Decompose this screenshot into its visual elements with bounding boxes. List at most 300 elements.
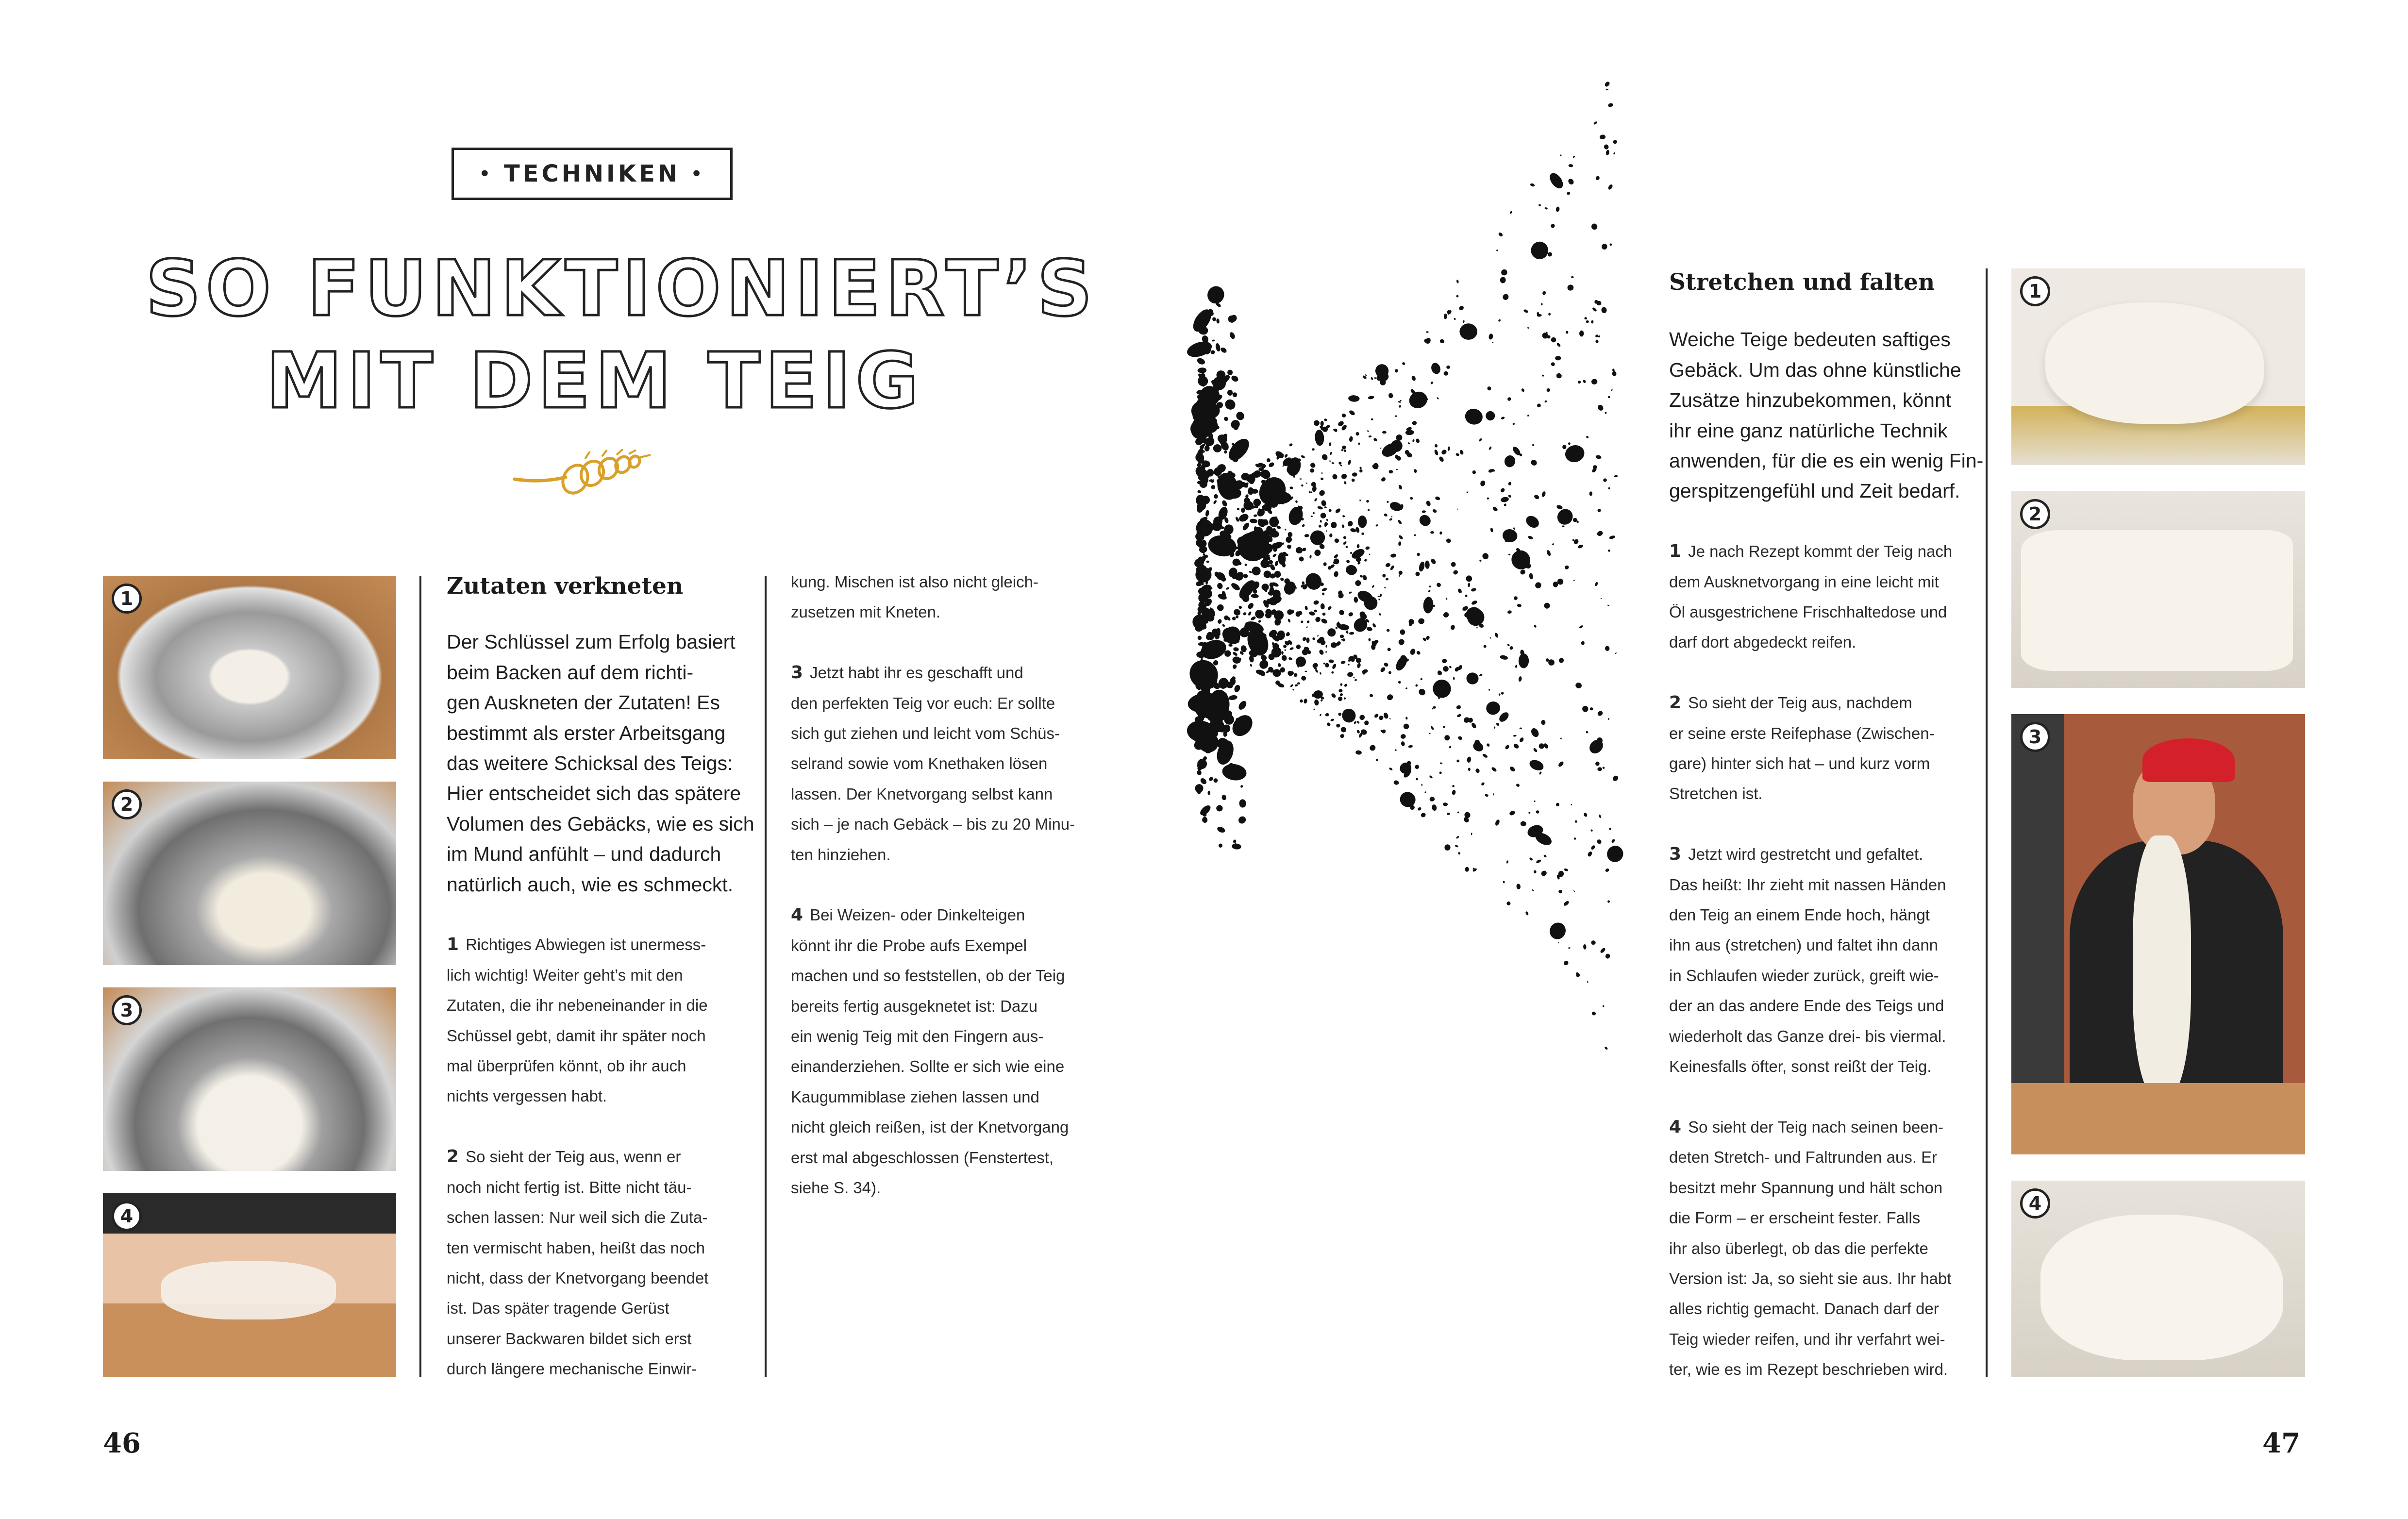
- ink-speck: [1456, 280, 1459, 284]
- ink-speck: [1386, 629, 1390, 632]
- ink-speck: [1277, 663, 1281, 668]
- ink-speck: [1547, 171, 1566, 191]
- ink-speck: [1595, 339, 1599, 343]
- ink-speck: [1611, 838, 1615, 843]
- ink-speck: [1487, 386, 1492, 391]
- step-text: Richtiges Abwiegen ist unermess- lich wichtig! Weiter geht’s mit den Zutaten, die ihr nebeneinander in die Schüssel gebt, damit ihr später noch mal überprüfen könnt, ob ihr auch nichts vergessen habt.: [447, 935, 708, 1105]
- ink-speck: [1380, 667, 1386, 673]
- ink-speck: [1515, 665, 1518, 668]
- ink-speck: [1359, 467, 1362, 469]
- ink-speck: [1319, 649, 1325, 656]
- ink-speck: [1437, 397, 1439, 400]
- ink-speck: [1218, 843, 1223, 848]
- ink-speck: [1496, 249, 1499, 251]
- ink-speck: [1500, 654, 1508, 660]
- ink-speck: [1471, 600, 1478, 605]
- ink-speck: [1566, 191, 1571, 195]
- dough-ball: [2040, 1215, 2283, 1360]
- ink-speck: [1300, 620, 1304, 623]
- ink-speck: [1335, 508, 1341, 514]
- ink-speck: [1459, 323, 1477, 340]
- ink-speck: [1568, 442, 1571, 445]
- ink-speck: [1541, 303, 1543, 305]
- ink-speck: [1407, 618, 1415, 626]
- photo-badge: 4: [2020, 1188, 2050, 1219]
- ink-speck: [1536, 810, 1540, 814]
- ink-speck: [1551, 223, 1555, 228]
- step-text: Jetzt wird gestretcht und gefaltet. Das heißt: Ihr zieht mit nassen Händen den Teig an einem Ende hoch, hängt ihn aus (stretchen) und faltet ihn dann in Schlaufen wieder zurück, greift wie- der an das andere Ende des Teigs und wiederholt das Ganze drei- bis viermal. Keinesfalls öfter, sonst reißt der Teig.: [1669, 845, 1946, 1076]
- ink-speck: [1609, 243, 1612, 246]
- ink-speck: [1314, 609, 1318, 613]
- ink-speck: [1351, 478, 1355, 482]
- ink-speck: [1605, 953, 1610, 959]
- ink-speck: [1401, 741, 1405, 746]
- step-text: So sieht der Teig nach seinen been- deten Stretch- und Faltrunden aus. Er besitzt mehr Spannung und hält schon die Form – er erscheint fester. Falls ihr also überlegt, ob das die perfekte Version ist: Ja, so sieht sie aus. Ihr habt alles richtig gemacht. Danach darf der Teig wieder reifen, und ihr verfahrt wei- ter, wie es im Rezept beschrieben wird.: [1669, 1118, 1952, 1379]
- ink-speck: [1607, 184, 1614, 190]
- ink-speck: [1504, 503, 1507, 506]
- ink-speck: [1289, 647, 1294, 651]
- ink-speck: [1574, 820, 1577, 823]
- ink-speck: [1456, 705, 1461, 710]
- ink-speck: [1340, 660, 1346, 664]
- ink-speck: [1233, 684, 1241, 693]
- ink-speck: [1365, 546, 1370, 551]
- ink-speck: [1449, 666, 1452, 669]
- ink-speck: [1318, 525, 1321, 528]
- ink-speck: [1465, 594, 1468, 597]
- ink-speck: [1409, 497, 1413, 501]
- ink-speck: [1285, 535, 1293, 544]
- photo-dough-mixing: [103, 782, 396, 965]
- ink-speck: [1281, 654, 1288, 662]
- ink-speck: [1529, 573, 1534, 580]
- ink-speck: [1371, 418, 1373, 420]
- ink-speck: [1394, 368, 1399, 373]
- ink-speck: [1463, 716, 1471, 724]
- ink-speck: [1612, 775, 1620, 783]
- ink-speck: [1541, 491, 1546, 498]
- ink-speck: [1340, 726, 1347, 733]
- ink-speck: [1504, 454, 1516, 468]
- ink-speck: [1348, 664, 1350, 666]
- ink-speck: [1202, 817, 1208, 823]
- ink-speck: [1573, 580, 1575, 582]
- ink-speck: [1360, 575, 1363, 578]
- ink-speck: [1455, 453, 1460, 456]
- step-number: 1: [447, 935, 459, 955]
- ink-speck: [1457, 735, 1463, 740]
- ink-speck: [1555, 206, 1560, 212]
- ink-speck: [1596, 530, 1604, 537]
- ink-speck: [1205, 510, 1209, 517]
- ink-speck: [1374, 377, 1376, 379]
- ink-speck: [1302, 547, 1306, 551]
- ink-speck: [1500, 268, 1508, 276]
- ink-speck: [1509, 766, 1516, 772]
- ink-speck: [1324, 418, 1327, 421]
- intro-paragraph: Weiche Teige bedeuten saftiges Gebäck. Um das ohne künstliche Zusätze hinzubekommen, könnt ihr eine ganz natürliche Technik anwenden, für die es ein wenig Fin- gerspitzengefühl und Zeit bedarf.: [1669, 328, 1984, 502]
- ink-speck: [1603, 478, 1607, 483]
- ink-speck: [1527, 327, 1529, 329]
- ink-speck: [1400, 400, 1401, 401]
- ink-speck: [1447, 446, 1450, 451]
- ink-speck: [1457, 588, 1463, 594]
- ink-speck: [1349, 591, 1352, 594]
- ink-speck: [1418, 687, 1427, 697]
- ink-speck: [1507, 397, 1512, 401]
- section-heading: Zutaten verkneten: [447, 573, 684, 600]
- text-column-1: [447, 571, 754, 1415]
- step-paragraph-continued: [791, 567, 1075, 628]
- ink-speck: [1500, 487, 1505, 493]
- ink-speck: [1306, 637, 1309, 643]
- ink-speck: [1326, 722, 1331, 727]
- ink-speck: [1543, 602, 1550, 609]
- ink-speck: [1398, 681, 1401, 684]
- ink-speck: [1237, 508, 1239, 511]
- photo-dough-on-hook: [103, 987, 396, 1171]
- ink-speck: [1295, 500, 1298, 503]
- intro-paragraph: Der Schlüssel zum Erfolg basiert beim Backen auf dem richti- gen Auskneten der Zutaten! Es bestimmt als erster Arbeitsgang das weitere Schicksal des Teigs: Hier entscheidet sich das spätere Volumen des Gebäcks, wie es sich im Mund anfühlt – und dadurch natürlich auch, wie es schmeckt.: [447, 631, 754, 896]
- ink-speck: [1605, 412, 1606, 414]
- ink-speck: [1491, 767, 1497, 773]
- ink-speck: [1552, 543, 1554, 546]
- ink-speck: [1230, 582, 1241, 592]
- ink-speck: [1416, 650, 1421, 655]
- ink-speck: [1533, 748, 1538, 753]
- ink-speck: [1251, 594, 1259, 599]
- ink-speck: [1382, 573, 1386, 578]
- ink-speck: [1529, 857, 1533, 861]
- ink-speck: [1379, 613, 1381, 616]
- ink-speck: [1573, 890, 1575, 892]
- ink-speck: [1229, 332, 1236, 340]
- ink-speck: [1213, 500, 1217, 504]
- ink-speck: [1325, 645, 1327, 648]
- ink-speck: [1591, 379, 1598, 385]
- ink-speck: [1597, 508, 1602, 513]
- ink-speck: [1607, 549, 1611, 552]
- ink-speck: [1519, 568, 1526, 575]
- kicker-label: TECHNIKEN: [503, 160, 681, 187]
- photo-dough-in-oiled-box: [2011, 268, 2305, 465]
- ink-speck: [1589, 707, 1593, 711]
- ink-speck: [1245, 494, 1249, 499]
- ink-speck: [1397, 519, 1402, 525]
- ink-speck: [1329, 442, 1332, 446]
- ink-speck: [1493, 793, 1494, 795]
- wheat-icon: [512, 449, 658, 498]
- ink-speck: [1531, 241, 1548, 259]
- ink-speck: [1375, 758, 1378, 762]
- ink-speck: [1383, 662, 1389, 668]
- ink-speck: [1593, 121, 1598, 125]
- ink-speck: [1382, 431, 1387, 434]
- ink-speck: [1312, 448, 1315, 451]
- ink-speck: [1286, 544, 1292, 550]
- ink-speck: [1399, 575, 1401, 577]
- ink-speck: [1398, 405, 1402, 408]
- ink-speck: [1483, 645, 1487, 648]
- ink-speck: [1329, 533, 1333, 537]
- ink-speck: [1340, 734, 1345, 738]
- ink-speck: [1513, 527, 1516, 530]
- ink-speck: [1518, 676, 1522, 682]
- ink-speck: [1330, 718, 1335, 722]
- ink-speck: [1517, 604, 1522, 607]
- ink-speck: [1233, 608, 1242, 617]
- ink-speck: [1586, 320, 1589, 323]
- photo-window-test: [103, 1193, 396, 1377]
- ink-speck: [1304, 534, 1309, 537]
- ink-speck: [1345, 545, 1348, 549]
- ink-speck: [1250, 518, 1258, 524]
- ink-speck: [1398, 541, 1402, 546]
- ink-speck: [1604, 81, 1611, 87]
- ink-speck: [1354, 597, 1358, 603]
- ink-speck: [1338, 609, 1345, 617]
- photo-baker-stretching-dough: [2011, 714, 2305, 1154]
- ink-speck: [1590, 845, 1596, 851]
- ink-speck: [1301, 455, 1305, 459]
- ink-speck: [1326, 518, 1328, 521]
- ink-speck: [1490, 527, 1494, 532]
- ink-speck: [1305, 483, 1307, 484]
- ink-speck: [1568, 164, 1573, 167]
- ink-speck: [1604, 144, 1609, 150]
- ink-speck: [1430, 558, 1437, 565]
- ink-speck: [1540, 869, 1548, 877]
- ink-speck: [1378, 715, 1385, 721]
- ink-speck: [1456, 759, 1460, 763]
- ink-speck: [1349, 436, 1353, 442]
- ink-speck: [1464, 407, 1484, 426]
- ink-speck: [1438, 456, 1445, 463]
- step-text: kung. Mischen ist also nicht gleich- zusetzen mit Kneten.: [791, 573, 1038, 621]
- ink-speck: [1609, 827, 1612, 830]
- ink-speck: [1350, 552, 1352, 554]
- ink-speck: [1429, 797, 1435, 802]
- ink-speck: [1331, 462, 1334, 465]
- ink-speck: [1350, 528, 1356, 533]
- ink-speck: [1229, 418, 1241, 431]
- ink-speck: [1602, 766, 1605, 769]
- ink-speck: [1601, 598, 1603, 600]
- ink-speck: [1584, 317, 1587, 320]
- ink-speck: [1444, 371, 1449, 376]
- ink-speck: [1605, 646, 1610, 651]
- ink-speck: [1608, 718, 1610, 720]
- ink-speck: [1615, 652, 1617, 654]
- ink-speck: [1329, 460, 1331, 462]
- ink-speck: [1341, 413, 1346, 417]
- ink-speck: [1501, 416, 1505, 420]
- ink-speck: [1210, 484, 1216, 490]
- ink-speck: [1442, 611, 1450, 618]
- ink-speck: [1476, 627, 1478, 629]
- ink-speck: [1311, 515, 1313, 517]
- ink-speck: [1397, 789, 1418, 810]
- ink-speck: [1408, 745, 1413, 749]
- ink-speck: [1379, 594, 1382, 598]
- photo-badge: 1: [2020, 276, 2050, 306]
- ink-speck: [1506, 901, 1511, 906]
- photo-flour-in-bowl: [103, 576, 396, 759]
- ink-speck: [1417, 806, 1422, 811]
- ink-speck: [1532, 444, 1535, 446]
- ink-speck: [1494, 632, 1499, 638]
- ink-speck: [1358, 516, 1367, 528]
- ink-speck: [1343, 536, 1347, 539]
- ink-speck: [1497, 711, 1510, 724]
- ink-speck: [1544, 207, 1548, 210]
- ink-speck: [1591, 223, 1598, 230]
- ink-speck: [1558, 657, 1565, 664]
- ink-speck: [1297, 682, 1301, 684]
- ink-speck: [1286, 632, 1291, 637]
- ink-speck: [1471, 833, 1472, 835]
- ink-speck: [1298, 555, 1305, 562]
- ink-speck: [1613, 140, 1617, 144]
- ink-speck: [1413, 469, 1417, 473]
- ink-speck: [1532, 889, 1534, 891]
- ink-speck: [1359, 500, 1361, 501]
- ink-speck: [1213, 444, 1222, 453]
- ink-speck: [1405, 430, 1414, 435]
- ink-speck: [1221, 763, 1247, 782]
- ink-speck: [1368, 638, 1371, 641]
- ink-speck: [1530, 459, 1538, 467]
- ink-speck: [1605, 868, 1609, 873]
- ink-speck: [1304, 699, 1308, 704]
- ink-speck: [1301, 484, 1304, 487]
- step-number: 2: [1669, 693, 1682, 713]
- ink-speck: [1314, 429, 1324, 446]
- ink-speck: [1225, 587, 1230, 590]
- ink-speck: [1411, 375, 1416, 382]
- step-paragraph: [447, 930, 754, 1111]
- ink-speck: [1321, 618, 1328, 625]
- ink-speck: [1530, 183, 1535, 187]
- ink-speck: [1250, 616, 1256, 621]
- ink-speck: [1334, 571, 1339, 577]
- dough-sheet: [2021, 530, 2293, 671]
- ink-speck: [1405, 717, 1408, 720]
- ink-speck: [1333, 553, 1338, 559]
- ink-speck: [1232, 843, 1242, 850]
- ink-speck: [1407, 442, 1410, 445]
- ink-speck: [1281, 651, 1284, 655]
- ink-speck: [1321, 421, 1324, 426]
- ink-speck: [1368, 396, 1374, 400]
- ink-speck: [1387, 648, 1391, 651]
- ink-speck: [1326, 530, 1327, 532]
- ink-speck: [1506, 860, 1509, 864]
- ink-speck: [1415, 571, 1421, 577]
- step-text: So sieht der Teig aus, nachdem er seine erste Reifephase (Zwischen- gare) hinter sich hat – und kurz vorm Stretchen ist.: [1669, 694, 1935, 803]
- ink-speck: [1388, 767, 1393, 771]
- ink-speck: [1412, 439, 1415, 442]
- ink-speck: [1197, 490, 1202, 493]
- ink-speck: [1331, 473, 1338, 480]
- ink-speck: [1325, 651, 1327, 653]
- step-number: 4: [1669, 1117, 1682, 1137]
- ink-speck: [1466, 491, 1469, 494]
- ink-speck: [1331, 693, 1337, 699]
- ink-speck: [1502, 293, 1509, 301]
- ink-speck: [1600, 947, 1606, 954]
- ink-speck: [1567, 284, 1574, 291]
- ink-speck: [1534, 870, 1537, 873]
- ink-speck: [1389, 565, 1395, 571]
- ink-speck: [1436, 582, 1441, 588]
- ink-speck: [1430, 531, 1434, 534]
- ink-speck: [1365, 374, 1367, 376]
- ink-speck: [1430, 381, 1434, 384]
- ink-speck: [1485, 794, 1489, 797]
- ink-speck: [1313, 549, 1321, 557]
- ink-speck: [1492, 506, 1498, 512]
- ink-speck: [1313, 512, 1315, 515]
- ink-speck: [1380, 448, 1382, 449]
- ink-speck: [1280, 577, 1285, 582]
- ink-speck: [1488, 446, 1492, 451]
- ink-speck: [1312, 662, 1319, 669]
- ink-speck: [1458, 305, 1465, 311]
- ink-speck: [1358, 442, 1360, 445]
- ink-speck: [1439, 531, 1443, 535]
- ink-speck: [1434, 444, 1438, 448]
- ink-speck: [1309, 491, 1310, 493]
- ink-speck: [1509, 211, 1513, 214]
- ink-speck: [1556, 504, 1563, 510]
- ink-speck: [1595, 334, 1599, 337]
- ink-speck: [1452, 785, 1455, 787]
- ink-speck: [1465, 575, 1472, 582]
- ink-speck: [1347, 672, 1354, 677]
- ink-speck: [1306, 620, 1310, 624]
- column-divider: [765, 576, 767, 1377]
- ink-speck: [1397, 638, 1405, 646]
- stretched-dough: [2133, 835, 2191, 1098]
- dough-sheet: [161, 1261, 336, 1319]
- ink-speck: [1356, 544, 1359, 548]
- ink-speck: [1485, 411, 1495, 421]
- ink-speck: [1217, 618, 1222, 624]
- ink-speck: [1385, 563, 1391, 568]
- ink-speck: [1439, 771, 1442, 774]
- ink-speck: [1421, 784, 1423, 786]
- ink-speck: [1251, 566, 1261, 576]
- ink-speck: [1349, 632, 1354, 634]
- ink-speck: [1557, 578, 1564, 585]
- ink-speck: [1314, 498, 1318, 502]
- page-number-left: 46: [103, 1427, 141, 1459]
- ink-speck: [1348, 395, 1360, 402]
- text-column-2: [791, 567, 1075, 1234]
- step-paragraph: [447, 1142, 754, 1384]
- ink-speck: [1314, 616, 1321, 623]
- photo-badge: 3: [112, 995, 142, 1025]
- ink-speck: [1235, 615, 1239, 619]
- ink-speck: [1583, 944, 1587, 950]
- ink-speck: [1562, 445, 1567, 450]
- ink-speck: [1395, 415, 1397, 417]
- ink-speck: [1537, 403, 1541, 408]
- ink-speck: [1369, 744, 1376, 751]
- ink-speck: [1221, 500, 1228, 507]
- ink-speck: [1213, 778, 1219, 784]
